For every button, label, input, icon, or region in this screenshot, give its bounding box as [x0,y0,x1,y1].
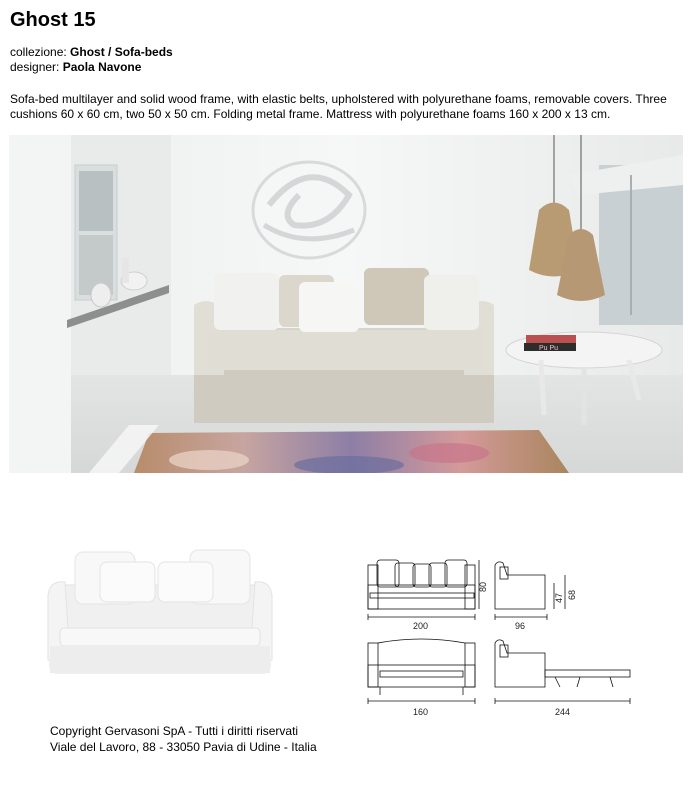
product-description: Sofa-bed multilayer and solid wood frame, with elastic belts, upholstered with polyurethane foams, removable covers. Three cushions 60 x 60 cm, two 50 x 50 cm. Folding metal frame. Mattress with polyurethane foams 160 x 200 x 13 cm. [10,92,667,121]
dim-front-width: 200 [413,621,429,631]
collection-label: collezione: [10,45,67,59]
dimension-drawings [355,545,645,720]
dim-side-depth: 96 [515,621,526,631]
designer-label: designer: [10,60,60,74]
dim-seat-height: 47 [554,592,564,603]
collection-value: Ghost / Sofa-beds [70,45,173,59]
white-sofa-image [40,540,280,680]
dim-front-height: 80 [478,581,488,592]
address-line: Viale del Lavoro, 88 - 33050 Pavia di Udine - Italia [50,740,317,754]
dim-open-front-width: 160 [413,707,429,717]
technical-drawing-svg [355,545,645,720]
product-meta [10,45,173,75]
interior-scene [9,135,683,473]
book-label: Pu Pu [539,345,559,352]
product-photo [9,135,683,473]
dim-open-length: 244 [555,707,571,717]
copyright-line: Copyright Gervasoni SpA - Tutti i diritti riservati [50,724,299,738]
dim-arm-height: 68 [567,589,577,600]
collection-line [10,45,173,60]
product-thumbnail [40,540,280,680]
designer-line [10,60,173,75]
designer-value: Paola Navone [62,60,142,74]
page-title: Ghost 15 [10,9,96,31]
copyright-footer [50,723,317,755]
